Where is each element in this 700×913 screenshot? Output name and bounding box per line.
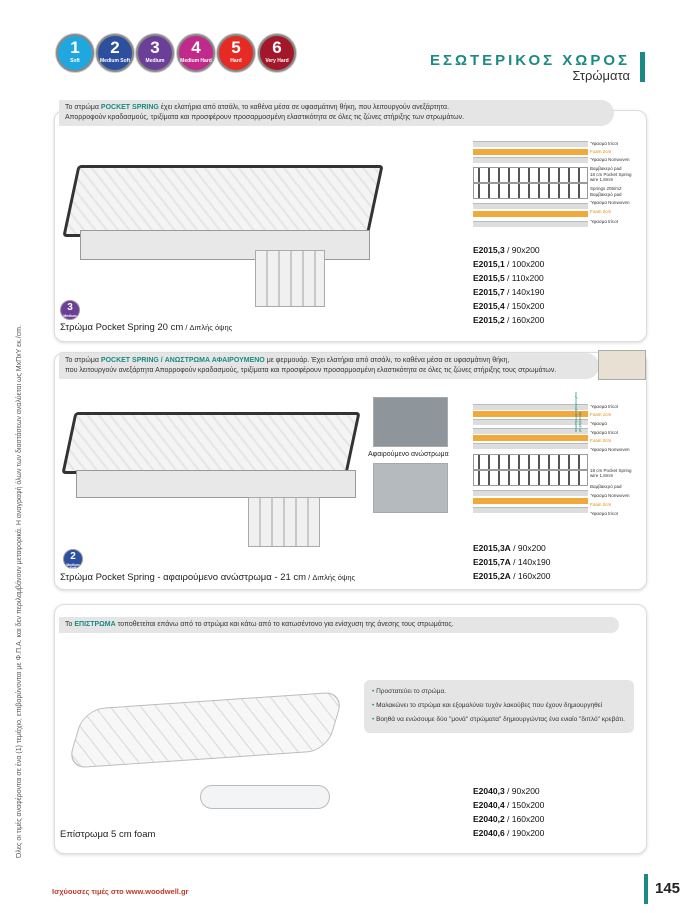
zipper-photo-top <box>373 397 448 447</box>
layer-fabric <box>473 490 588 496</box>
layer-label: Ύφασμα Nonwoven <box>590 447 630 452</box>
layer-springs <box>473 470 588 486</box>
firmness-6: 6 Very Hard <box>258 34 296 72</box>
layer-diagram <box>473 141 588 233</box>
layer-label: Foam 1cm <box>590 412 612 417</box>
mattress-image <box>61 412 360 474</box>
layer-fabric <box>473 221 588 227</box>
benefit-item: • Μαλακώνει το στρώμα και εξομαλύνει τυχόν λακούβες που έχουν δημιουργηθεί <box>372 702 603 709</box>
layer-fabric <box>473 443 588 449</box>
topper-photo-label: Αφαιρούμενο ανώστρωμα <box>368 451 449 458</box>
firmness-2: 2 Medium Soft <box>96 34 134 72</box>
product-code-row: E2015,4 / 150x200 <box>473 301 545 311</box>
side-disclaimer: Όλες οι τιμές αναφέρονται σε ένα (1) τεμάχιο, επιβαρύνονται με Φ.Π.Α. και δεν περιλαμβάνουν μεταφορικά. Η αναγραφή όλων των διαστάσεων αναλύεται ως ΜxΠxΥ εκ./cm. <box>16 325 23 858</box>
layer-fabric <box>473 428 588 434</box>
layer-foam <box>473 211 588 217</box>
layer-foam <box>473 411 588 417</box>
layer-label: Ύφασμα Nonwoven <box>590 493 630 498</box>
layer-fabric <box>473 141 588 147</box>
firmness-1: 1 Soft <box>56 34 94 72</box>
layer-label: Ύφασμα Nonwoven <box>590 200 630 205</box>
layer-label: Ύφασμα tricot <box>590 430 618 435</box>
product-codes <box>473 784 544 840</box>
product-codes <box>473 243 544 327</box>
layer-foam <box>473 498 588 504</box>
section2-description: Το στρώμα POCKET SPRING / ΑΝΩΣΤΡΩΜΑ ΑΦΑΙΡΟΥΜΕΝΟ με φερμουάρ. Έχει ελατήρια από ατσάλι, το καθένα μέσα σε υφασμάτινη θήκη, που λειτουργούν ανεξάρτητα Απορροφούν κραδασμούς, τριξίματα και προσφέρουν προσαρμοσμένη ελαστικότητα σε όλες τις ζώνες στήριξης τους στρωμάτων. <box>59 353 599 379</box>
layer-fabric <box>473 404 588 410</box>
layer-fabric <box>473 507 588 513</box>
layer-label: Foam 2cm <box>590 209 612 214</box>
product-code-row: E2015,2A / 160x200 <box>473 571 551 581</box>
layer-label: Ύφασμα tricot <box>590 219 618 224</box>
firmness-4: 4 Medium Hard <box>177 34 215 72</box>
footer-link[interactable]: Ισχύουσες τιμές στο www.woodwell.gr <box>52 887 189 896</box>
layer-label: Ύφασμα <box>590 421 607 426</box>
mattress-side-image <box>80 230 370 260</box>
layer-diagram <box>473 404 588 520</box>
bullet-icon: • <box>372 716 377 723</box>
mattress-image <box>62 165 383 237</box>
layer-label: 18 cm Pocket Spring wire 1,8mm <box>590 468 632 478</box>
page-number-bar <box>644 874 648 904</box>
product-code-row: E2015,7A / 140x190 <box>473 557 551 567</box>
bullet-icon: • <box>372 702 377 709</box>
product-code-row: E2040,2 / 160x200 <box>473 814 545 824</box>
layer-label: 18 cm Pocket Spring wire 1,8mm <box>590 172 632 182</box>
layer-foam <box>473 435 588 441</box>
section1-description: Το στρώμα POCKET SPRING έχει ελατήρια από ατσάλι, το καθένα μέσα σε υφασμάτινη θήκη, που λειτουργούν ανεξάρτητα. Απορροφούν κραδασμούς, τριξίματα και προσφέρουν προσαρμοσμένη ελαστικότητα σε όλες τις ζώνες στήριξης των στρωμάτων. <box>59 100 614 126</box>
firmness-5: 5 Hard <box>217 34 255 72</box>
product-codes <box>473 541 551 583</box>
product-code-row: E2015,3 / 90x200 <box>473 245 540 255</box>
layer-label: Foam 2cm <box>590 438 612 443</box>
product-caption: Στρώμα Pocket Spring 20 cm / Διπλής όψης <box>60 322 233 333</box>
section3-description: Το ΕΠΙΣΤΡΩΜΑ τοποθετείται επάνω από το στρώμα και κάτω από το κατωσέντονο για ενίσχυση της άνεσης τους στρωμάτος. <box>59 617 619 633</box>
mattress-side-image <box>76 470 356 498</box>
product-code-row: E2015,7 / 140x190 <box>473 287 545 297</box>
layer-springs <box>473 454 588 470</box>
product-code-row: E2015,3A / 90x200 <box>473 543 546 553</box>
product-caption: Επίστρωμα 5 cm foam <box>60 829 156 840</box>
product-code-row: E2015,5 / 110x200 <box>473 273 544 283</box>
zipper-photo-bottom <box>373 463 448 513</box>
layer-fabric <box>473 419 588 425</box>
rolled-topper-image <box>200 785 330 809</box>
layer-label: Foam 2cm <box>590 502 612 507</box>
layer-label: Βαμβακερό pad <box>590 166 622 171</box>
firmness-badge: 3 Medium <box>60 300 80 320</box>
product-code-row: E2040,4 / 150x200 <box>473 800 545 810</box>
firmness-badge: 2 Medium Soft <box>63 549 83 569</box>
bullet-icon: • <box>372 688 377 695</box>
layer-label: Βαμβακερό pad <box>590 484 622 489</box>
page-title: ΕΣΩΤΕΡΙΚΟΣ ΧΩΡΟΣ <box>429 52 630 69</box>
product-code-row: E2040,3 / 90x200 <box>473 786 540 796</box>
product-code-row: E2040,6 / 190x200 <box>473 828 545 838</box>
benefit-item: • Προστατεύει το στρώμα. <box>372 688 447 695</box>
zipper-detail-image <box>598 350 646 380</box>
layer-springs <box>473 183 588 199</box>
page-subtitle: Στρώματα <box>572 68 630 83</box>
product-code-row: E2015,1 / 100x200 <box>473 259 545 269</box>
page-number: 145 <box>655 880 681 897</box>
layer-foam <box>473 149 588 155</box>
layer-label: Βαμβακερό pad <box>590 192 622 197</box>
layer-fabric <box>473 203 588 209</box>
topper-benefits <box>364 680 634 733</box>
pocket-springs-image <box>255 250 325 307</box>
benefit-item: • Βοηθά να ενώσουμε δύο "μονά" στρώματα" δημιουργώντας ένα ενιαίο "διπλό" κρεβάτι. <box>372 716 625 723</box>
title-accent-bar <box>640 52 645 82</box>
product-code-row: E2015,2 / 160x200 <box>473 315 545 325</box>
product-caption: Στρώμα Pocket Spring - αφαιρούμενο ανώστρωμα - 21 cm / Διπλής όψης <box>60 572 356 583</box>
layer-springs <box>473 167 588 183</box>
topper-side-note: ανώστρωμα αφαιρούμενο με φερμουάρ <box>574 391 582 432</box>
layer-label: Ύφασμα tricot <box>590 511 618 516</box>
firmness-3: 3 Medium <box>136 34 174 72</box>
layer-fabric <box>473 157 588 163</box>
layer-label: Foam 2cm <box>590 149 612 154</box>
layer-label: Ύφασμα tricot <box>590 404 618 409</box>
layer-label: Ύφασμα tricot <box>590 141 618 146</box>
layer-label: Springs 205/m2 <box>590 186 622 191</box>
pocket-springs-image <box>248 497 320 547</box>
layer-label: Ύφασμα Nonwoven <box>590 157 630 162</box>
